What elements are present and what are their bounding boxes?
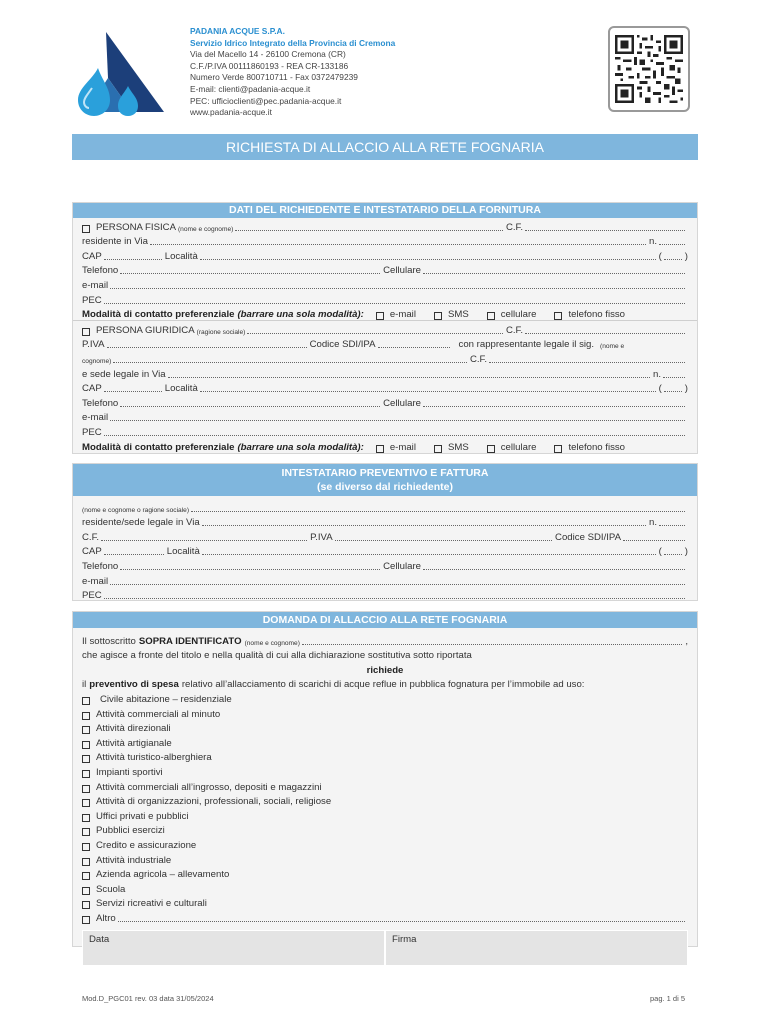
usage-label: Civile abitazione – residenziale [100,693,232,705]
row-bill-ids: C.F. P.IVA Codice SDI/IPA [82,528,688,543]
checkbox-pg-cellulare[interactable] [487,445,495,453]
row-pf-email: e-mail [82,276,688,291]
section-request [72,611,698,947]
row-pg-email: e-mail [82,409,688,424]
pg-city-field[interactable] [200,391,656,392]
usage-label: Attività commerciali al minuto [96,708,221,720]
usage-label: Credito e assicurazione [96,839,197,851]
checkbox-pg-telefono[interactable] [554,445,562,453]
usage-checkbox[interactable] [82,858,90,866]
pg-sdi-field[interactable] [378,347,450,348]
row-pf-address: residente in Via n. [82,233,688,248]
pg-cap-field[interactable] [104,391,162,392]
pf-city-field[interactable] [200,259,656,260]
usage-item [82,690,688,705]
company-email: E-mail: clienti@padania-acque.it [190,83,311,94]
company-fiscal: C.F./P.IVA 00111860193 - REA CR-133186 [190,60,349,71]
company-pec: PEC: ufficioclienti@pec.padania-acque.it [190,95,342,106]
checkbox-pf-telefono[interactable] [554,312,562,320]
row-pg-cap: CAP Località ( ) [82,383,688,395]
usage-list [82,690,688,924]
usage-checkbox[interactable] [82,712,90,720]
usage-item [82,909,688,924]
row-pf-pec: PEC [82,291,688,306]
usage-item [82,866,688,881]
row-pf-cap: CAP Località ( ) [82,250,688,262]
row-persona-giuridica: PERSONA GIURIDICA (ragione sociale) C.F. [82,321,688,336]
pf-street-field[interactable] [150,244,646,245]
usage-other-field[interactable] [118,921,685,922]
company-address: Via del Macello 14 - 26100 Cremona (CR) [190,49,346,60]
pf-cap-field[interactable] [104,259,162,260]
usage-checkbox[interactable] [82,755,90,763]
padania-acque-logo [68,28,182,118]
checkbox-persona-giuridica[interactable] [82,328,90,336]
bill-phone-field[interactable] [120,569,380,570]
pg-email-field[interactable] [110,420,685,421]
pg-piva-field[interactable] [107,347,307,348]
section-requester-header: DATI DEL RICHIEDENTE E INTESTATARIO DELLA FORNITURA [73,203,697,218]
usage-checkbox[interactable] [82,814,90,822]
usage-item [82,851,688,866]
row-pg-sede: e sede legale in Via n. [82,365,688,380]
pg-province-field[interactable] [664,391,682,392]
usage-item [82,807,688,822]
signer-name-field[interactable] [302,644,682,645]
usage-item [82,778,688,793]
bill-email-field[interactable] [110,584,685,585]
usage-item [82,895,688,910]
pf-cf-field[interactable] [525,230,685,231]
company-name: PADANIA ACQUE S.P.A. [190,26,285,36]
usage-label: Altro [96,912,116,924]
usage-item [82,763,688,778]
usage-item [82,720,688,735]
bill-name-field[interactable] [191,511,685,512]
usage-item [82,749,688,764]
bill-street-field[interactable] [202,525,646,526]
usage-item [82,734,688,749]
usage-item [82,880,688,895]
pg-legal-rep-field[interactable] [113,362,467,363]
section-billing-header: INTESTATARIO PREVENTIVO E FATTURA (se diverso dal richiedente) [73,464,697,496]
section-requester [72,202,698,454]
date-field[interactable]: Data [82,930,385,966]
usage-label: Attività turistico-alberghiera [96,752,212,764]
usage-label: Attività di organizzazioni, professionali, sociali, religiose [96,796,332,808]
usage-label: Attività direzionali [96,723,171,735]
pg-street-field[interactable] [168,377,650,378]
checkbox-persona-fisica[interactable] [82,225,90,233]
pg-name-field[interactable] [247,333,503,334]
usage-label: Impianti sportivi [96,766,163,778]
pf-email-field[interactable] [110,288,685,289]
pg-phone-field[interactable] [120,406,380,407]
usage-checkbox[interactable] [82,901,90,909]
row-pg-phone: Telefono Cellulare [82,394,688,409]
usage-checkbox[interactable] [82,828,90,836]
checkbox-pg-sms[interactable] [434,445,442,453]
usage-item [82,836,688,851]
usage-item [82,822,688,837]
pf-province-field[interactable] [664,259,682,260]
checkbox-pf-sms[interactable] [434,312,442,320]
row-bill-name: (nome e cognome o ragione sociale) [82,499,688,514]
row-bill-address: residente/sede legale in Via n. [82,514,688,529]
qr-code-icon [615,33,683,105]
usage-label: Servizi ricreativi e culturali [96,898,207,910]
pf-phone-field[interactable] [120,273,380,274]
usage-label: Pubblici esercizi [96,825,165,837]
usage-label: Attività commerciali all’ingrosso, depositi e magazzini [96,781,322,793]
letterhead [68,26,698,122]
usage-checkbox[interactable] [82,770,90,778]
row-pf-contact-mode: Modalità di contatto preferenziale (barrare una sola modalità): e-mail SMS cellulare telefono fisso [82,309,626,321]
bill-pec-field[interactable] [104,598,685,599]
usage-checkbox[interactable] [82,741,90,749]
row-bill-email: e-mail [82,572,688,587]
usage-item [82,793,688,808]
row-persona-fisica: PERSONA FISICA (nome e cognome) C.F. [82,218,688,233]
pg-pec-field[interactable] [104,435,685,436]
form-title: RICHIESTA DI ALLACCIO ALLA RETE FOGNARIA [72,134,698,160]
bill-mobile-field[interactable] [423,569,685,570]
bill-sdi-field[interactable] [623,540,685,541]
section-billing [72,463,698,601]
qr-code [608,26,690,112]
pf-name-field[interactable] [235,230,503,231]
pf-pec-field[interactable] [104,303,685,304]
signature-field[interactable]: Firma [385,930,688,966]
usage-checkbox[interactable] [82,916,90,924]
pg-mobile-field[interactable] [423,406,685,407]
usage-checkbox[interactable] [82,697,90,705]
company-info [190,26,395,119]
usage-label: Attività artigianale [96,737,172,749]
usage-checkbox[interactable] [82,726,90,734]
pg-rep-cf-field[interactable] [489,362,685,363]
row-pg-pec: PEC [82,423,688,438]
row-sottoscritto: Il sottoscritto SOPRA IDENTIFICATO (nome e cognome) , [82,635,688,647]
form-code: Mod.D_PGC01 rev. 03 data 31/05/2024 [82,994,214,1003]
row-bill-cap: CAP Località ( ) [82,546,688,558]
row-pg-rappresentante: cognome) C.F. [82,350,688,365]
row-agisce: che agisce a fronte del titolo e nella qualità di cui alla dichiarazione sostitutiva sotto riportata [82,650,472,662]
pf-number-field[interactable] [659,244,685,245]
row-bill-phone: Telefono Cellulare [82,557,688,572]
usage-checkbox[interactable] [82,887,90,895]
row-pg-contact-mode: Modalità di contatto preferenziale (barrare una sola modalità): e-mail SMS cellulare telefono fisso [82,441,626,453]
usage-checkbox[interactable] [82,872,90,880]
usage-checkbox[interactable] [82,843,90,851]
row-richiede: richiede [366,664,404,676]
checkbox-pf-cellulare[interactable] [487,312,495,320]
section-request-header: DOMANDA DI ALLACCIO ALLA RETE FOGNARIA [73,612,697,628]
company-phones: Numero Verde 800710711 - Fax 0372479239 [190,72,358,83]
usage-label: Scuola [96,883,126,895]
bill-cap-field[interactable] [104,554,164,555]
bill-city-field[interactable] [202,554,656,555]
signature-row [82,930,688,966]
row-bill-pec: PEC [82,587,688,602]
row-pg-piva: P.IVA Codice SDI/IPA con rappresentante legale il sig. (nome e [82,339,625,351]
bill-number-field[interactable] [659,525,685,526]
row-pf-phone: Telefono Cellulare [82,262,688,277]
pf-mobile-field[interactable] [423,273,685,274]
usage-checkbox[interactable] [82,799,90,807]
usage-item [82,705,688,720]
page-number: pag. 1 di 5 [650,994,686,1003]
pg-number-field[interactable] [663,377,685,378]
usage-label: Uffici privati e pubblici [96,810,189,822]
usage-label: Attività industriale [96,854,172,866]
checkbox-pf-email[interactable] [376,312,384,320]
bill-province-field[interactable] [664,554,682,555]
bill-cf-field[interactable] [101,540,307,541]
company-web[interactable]: www.padania-acque.it [190,107,272,118]
usage-label: Azienda agricola – allevamento [96,869,230,881]
pg-cf-field[interactable] [525,333,685,334]
usage-checkbox[interactable] [82,785,90,793]
checkbox-pg-email[interactable] [376,445,384,453]
bill-piva-field[interactable] [335,540,552,541]
row-preventivo: il preventivo di spesa relativo all’allacciamento di scarichi di acque reflue in pubblica fognatura per l’immobile ad uso: [82,679,585,691]
company-subtitle: Servizio Idrico Integrato della Provincia di Cremona [190,37,396,48]
